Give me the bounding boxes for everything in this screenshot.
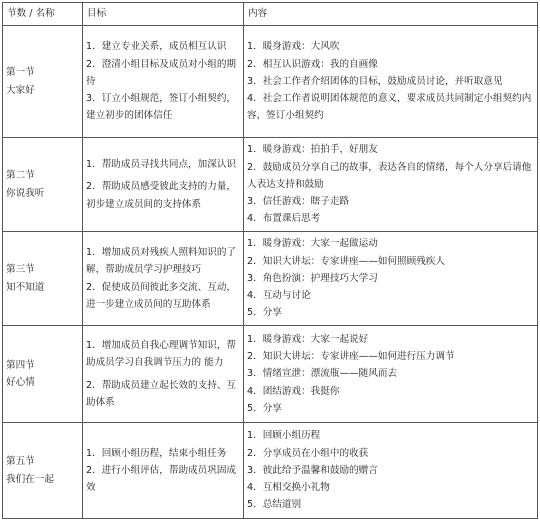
content-item: 3．情绪宣泄：漂流瓶——随风而去	[247, 368, 398, 380]
session-cell	[3, 423, 83, 519]
session-name: 大家好	[6, 84, 35, 96]
content-item: 5．总结道别	[247, 499, 302, 511]
goals-cell	[83, 232, 244, 326]
content-item: 1．暖身游戏：大风吹	[247, 41, 340, 53]
goal-item: 1．回顾小组历程，结束小组任务	[86, 447, 227, 459]
goal-item: 1．帮助成员寻找共同点，加深认识	[86, 159, 237, 171]
session-name: 你说我听	[6, 187, 45, 199]
goal-item: 2．促使成员间彼此多交流、互动，进一步建立成员间的互助体系	[86, 281, 237, 310]
content-item: 2．相互认识游戏：我的自画像	[247, 58, 378, 70]
content-item: 4．社会工作者说明团体规范的意义，要求成员共同制定小组契约内容，签订小组契约	[247, 93, 532, 122]
header-content: 内容	[244, 3, 538, 26]
goal-item: 2．帮助成员感受彼此支持的力量，初步建立成员间的支持体系	[86, 181, 237, 210]
content-item: 3．信任游戏：瞎子走路	[247, 196, 350, 208]
goals-cell	[83, 26, 244, 138]
content-item: 5．分享	[247, 307, 282, 319]
table-row	[3, 423, 538, 519]
content-item: 1．暖身游戏：大家一起说好	[247, 333, 369, 345]
content-cell	[244, 232, 538, 326]
content-item: 1．暖身游戏：大家一起做运动	[247, 238, 378, 250]
goal-item: 3．订立小组规范，签订小组契约，建立初步的团体信任	[86, 93, 237, 122]
content-item: 4．团结游戏：我挺你	[247, 385, 340, 397]
goal-item: 2．进行小组评估，帮助成员巩固成效	[86, 464, 237, 494]
session-name: 知不知道	[6, 281, 45, 293]
table-row	[3, 232, 538, 326]
goals-cell	[83, 326, 244, 423]
session-cell	[3, 138, 83, 232]
content-cell	[244, 138, 538, 232]
goals-cell	[83, 423, 244, 519]
header-goals: 目标	[83, 3, 244, 26]
goals-cell	[83, 138, 244, 232]
table-row	[3, 326, 538, 423]
table-row	[3, 138, 538, 232]
goal-item: 2．帮助成员建立起长效的支持、互助体系	[86, 379, 237, 408]
content-cell	[244, 26, 538, 138]
session-number: 第一节	[6, 67, 35, 79]
content-item: 1．回顾小组历程	[247, 430, 321, 442]
content-item: 2．分享成员在小组中的收获	[247, 447, 369, 459]
session-number: 第四节	[6, 359, 35, 371]
content-item: 4．布置课后思考	[247, 213, 321, 225]
session-number: 第三节	[6, 264, 35, 276]
content-cell	[244, 326, 538, 423]
session-cell	[3, 26, 83, 138]
content-item: 2．知识大讲坛：专家讲座——如何照顾残疾人	[247, 255, 445, 267]
content-item: 3．角色扮演：护理技巧大学习	[247, 272, 378, 284]
goal-item: 2．澄清小组目标及成员对小组的期待	[86, 58, 237, 87]
content-cell	[244, 423, 538, 519]
group-plan-table	[2, 2, 538, 519]
content-item: 5．分享	[247, 402, 282, 414]
session-cell	[3, 232, 83, 326]
content-item: 1．暖身游戏：拍拍手，好朋友	[247, 144, 378, 156]
content-item: 2．鼓励成员分享自己的故事，表达各自的情绪，每个人分享后请他人表达支持和鼓励	[247, 161, 532, 190]
content-item: 4．互相交换小礼物	[247, 482, 330, 494]
session-number: 第五节	[6, 456, 35, 468]
table-header-row	[3, 3, 538, 26]
goal-item: 1．增加成员对残疾人照料知识的了解，帮助成员学习护理技巧	[86, 247, 237, 276]
session-number: 第二节	[6, 170, 35, 182]
content-item: 2．知识大讲坛：专家讲座——如何进行压力调节	[247, 351, 455, 363]
content-item: 3．彼此给予温馨和鼓励的赠言	[247, 464, 378, 476]
session-name: 好心情	[6, 377, 35, 388]
content-item: 3．社会工作者介绍团体的目标，鼓励成员讨论，并听取意见	[247, 75, 503, 87]
session-cell	[3, 326, 83, 423]
content-item: 4．互动与讨论	[247, 290, 311, 302]
table-row	[3, 26, 538, 138]
session-name: 我们在一起	[6, 473, 54, 485]
goal-item: 1．建立专业关系，成员相互认识	[86, 41, 227, 53]
header-session: 节数 / 名称	[3, 3, 83, 26]
goal-item: 1．增加成员自我心理调节知识，帮助成员学习自我调节压力的 能力	[86, 340, 237, 369]
